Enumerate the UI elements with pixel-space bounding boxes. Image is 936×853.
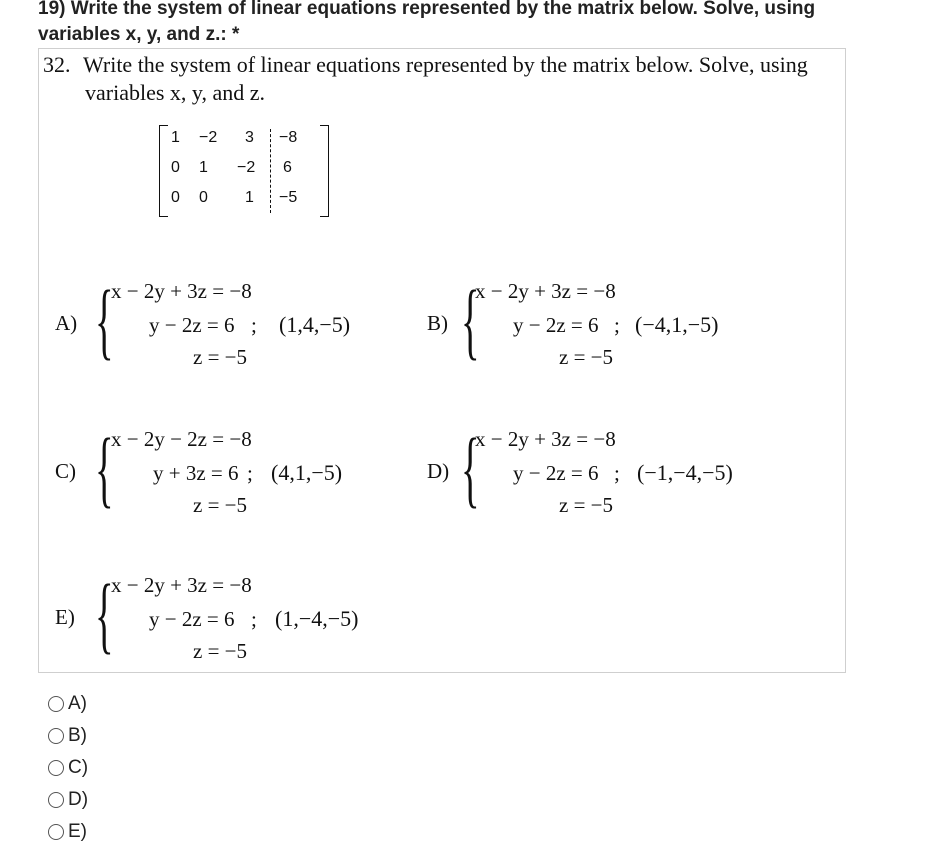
equation-1: x − 2y + 3z = −8	[111, 573, 252, 597]
equation-2: y − 2z = 6	[149, 607, 235, 631]
radio-icon[interactable]	[48, 696, 64, 712]
separator: ;	[614, 461, 620, 485]
radio-icon[interactable]	[48, 824, 64, 840]
choice-label[interactable]: C)	[68, 757, 89, 778]
matrix-cell: 1	[171, 129, 180, 146]
equation-3: z = −5	[193, 639, 248, 663]
brace-icon: {	[95, 420, 114, 516]
required-mark: *	[231, 24, 240, 45]
solution: (1,4,−5)	[279, 312, 351, 337]
option-letter: A)	[55, 311, 78, 335]
matrix-cell: −8	[279, 129, 298, 146]
equation-2: y − 2z = 6	[513, 313, 599, 337]
equation-1: x − 2y + 3z = −8	[111, 279, 252, 303]
matrix-cell: 1	[199, 159, 208, 176]
matrix-cell: 1	[245, 189, 254, 206]
choice-e[interactable]	[48, 816, 88, 848]
option-letter: E)	[55, 605, 75, 629]
separator: ;	[247, 461, 253, 485]
equation-3: z = −5	[559, 493, 614, 517]
question-title: 19) Write the system of linear equations represented by the matrix below. Solve, using	[38, 0, 816, 19]
solution: (−4,1,−5)	[635, 312, 719, 337]
equation-3: z = −5	[559, 345, 614, 369]
choice-label[interactable]: A)	[68, 693, 87, 714]
answer-choices	[48, 688, 88, 848]
equation-1: x − 2y + 3z = −8	[475, 279, 616, 303]
radio-icon[interactable]	[48, 760, 64, 776]
equation-1: x − 2y + 3z = −8	[475, 427, 616, 451]
equation-2: y − 2z = 6	[149, 313, 235, 337]
problem-number: 32.	[43, 52, 71, 77]
radio-icon[interactable]	[48, 728, 64, 744]
equation-1: x − 2y − 2z = −8	[111, 427, 252, 451]
choice-d[interactable]	[48, 784, 88, 816]
brace-icon: {	[461, 272, 480, 368]
equation-3: z = −5	[193, 493, 248, 517]
augmented-matrix	[159, 125, 329, 217]
question-subtitle: variables x, y, and z.: *	[38, 24, 240, 45]
matrix-divider	[270, 129, 271, 213]
choice-label[interactable]: B)	[68, 725, 87, 746]
matrix-cell: −5	[279, 189, 298, 206]
brace-icon: {	[461, 420, 480, 516]
separator: ;	[614, 313, 620, 337]
matrix-cell: 0	[199, 189, 208, 206]
problem-text-line2: variables x, y, and z.	[85, 80, 266, 105]
matrix-cell: −2	[237, 159, 256, 176]
equation-2: y − 2z = 6	[513, 461, 599, 485]
separator: ;	[251, 313, 257, 337]
choice-b[interactable]	[48, 720, 88, 752]
matrix-cell: 0	[171, 189, 180, 206]
equation-3: z = −5	[193, 345, 248, 369]
solution: (4,1,−5)	[271, 460, 343, 485]
choice-label[interactable]: E)	[68, 821, 87, 842]
solution: (−1,−4,−5)	[637, 460, 733, 485]
option-letter: C)	[55, 459, 76, 483]
option-letter: D)	[427, 459, 450, 483]
separator: ;	[251, 607, 257, 631]
problem-statement	[43, 51, 843, 107]
matrix-cell: 0	[171, 159, 180, 176]
brace-icon: {	[95, 272, 114, 368]
matrix-cell: 6	[283, 159, 292, 176]
choice-a[interactable]	[48, 688, 88, 720]
radio-icon[interactable]	[48, 792, 64, 808]
choice-label[interactable]: D)	[68, 789, 89, 810]
solution: (1,−4,−5)	[275, 606, 359, 631]
brace-icon: {	[95, 566, 114, 662]
matrix-cell: −2	[199, 129, 218, 146]
matrix-cell: 3	[245, 129, 254, 146]
equation-2: y + 3z = 6	[153, 461, 239, 485]
matrix-left-bracket	[159, 125, 168, 217]
problem-text-line1: Write the system of linear equations represented by the matrix below. Solve, using	[83, 52, 808, 77]
matrix-right-bracket	[320, 125, 329, 217]
question-image-panel	[38, 48, 846, 673]
choice-c[interactable]	[48, 752, 88, 784]
option-letter: B)	[427, 311, 448, 335]
